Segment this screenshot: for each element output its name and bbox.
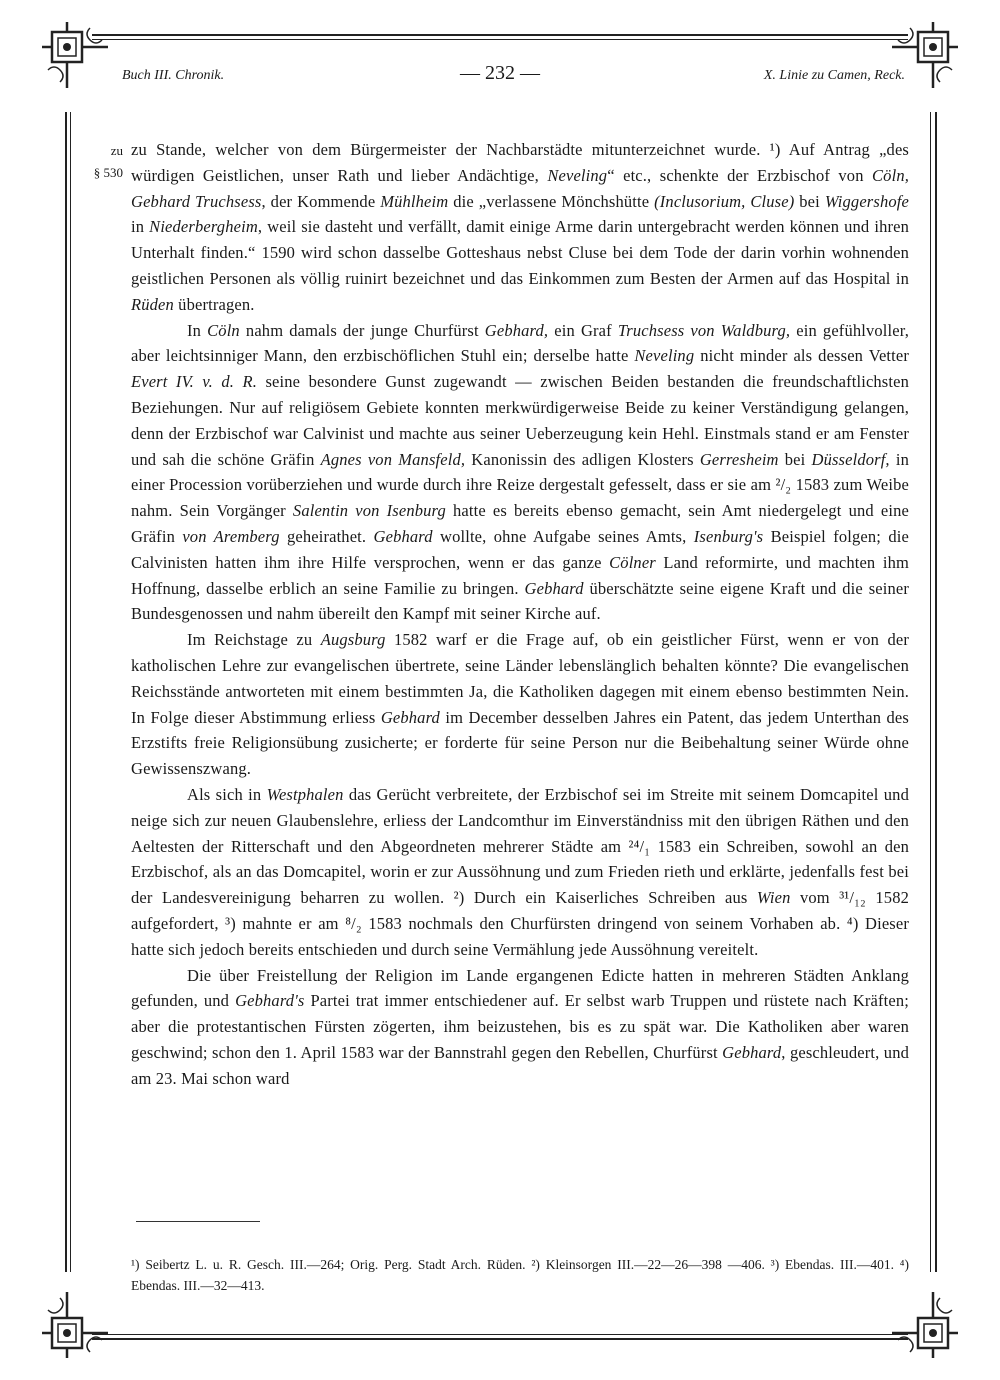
italic-run: Wiggershofe [824, 191, 909, 211]
frame-bottom-line [92, 1338, 908, 1340]
text-run: geheirathet. [279, 526, 374, 546]
italic-run: Westphalen [266, 784, 344, 804]
text-run: hatte es bereits ebenso gemacht, sein Amt niedergelegt und eine Gräfin [131, 501, 909, 546]
footnotes: ¹) Seibertz L. u. R. Gesch. III.—264; Orig. Perg. Stadt Arch. Rüden. ²) Kleinsorgen III.—22—26—398 —406. ³) Ebendas. III.—401. ⁴) Ebendas. III.—32—413. [131, 1257, 909, 1293]
text-run: vom ³¹/₁₂ 1582 aufgefordert, ³) mahnte er am ⁸/₂ 1583 nochmals den Churfürsten dringend von seinem Vorhaben ab. ⁴) Dieser hatte sich jedoch bereits entschieden und durch seine Vermählung jede Aussöhnung vereitelt. [131, 888, 909, 959]
text-run: überschätzte seine eigene Kraft und die seiner Bundesgenossen und nahm übereilt den Kampf mit seiner Kirche auf. [131, 578, 910, 624]
frame-left-line-inner [70, 112, 71, 1272]
text-run: Als sich in [187, 784, 267, 804]
margin-reference-line1: zu [110, 143, 123, 158]
italic-run: Rüden [131, 294, 174, 314]
italic-run: Gebhard [722, 1042, 782, 1062]
paragraph [131, 137, 909, 318]
italic-run: Neveling [547, 165, 608, 185]
main-text [131, 137, 909, 1091]
text-run: die „verlassene Mönchshütte [448, 191, 655, 211]
italic-run: Gebhard [524, 578, 584, 598]
text-run: ein gefühlvoller, aber leichtsinniger Mann, den erzbischöflichen Stuhl ein; derselbe hatte [131, 320, 909, 366]
italic-run: Mühlheim [380, 191, 449, 211]
italic-run: Isenburg's [693, 526, 764, 546]
text-run: Partei trat immer entschiedener auf. Er selbst warb Truppen und rüstete nach Kräften; aber die protestantischen Fürsten zögerten, ihm beizustehen, bis es zu spät war. Die Katholiken aber waren geschwind; schon den 1. April 1583 war der Bannstrahl gegen den Rebellen, Churfürst [131, 991, 909, 1062]
margin-reference-line2: § 530 [93, 165, 123, 180]
text-run: , weil sie dasteht und verfällt, damit einige Arme darin untergebracht werden können und ihren Unterhalt finden.“ 1590 wird schon dasselbe Gotteshaus nebst Cluse bei dem Tode der darin vorhin wohnenden geistlichen Personen als völlig ruinirt bezeichnet und das Einkommen zum Besten der Armen auf das Hospital in [131, 217, 909, 288]
text-run: zu Stande, welcher von dem Bürgermeister der Nachbarstädte mitunterzeichnet wurde. ¹) Auf Antrag „des würdigen Geistlichen, unser Rath und lieber Andächtige, [131, 140, 909, 185]
text-run: Die über Freistellung der Religion im Lande ergangenen Edicte hatten in mehreren Städten Anklang gefunden, und [131, 965, 909, 1011]
text-run: nicht minder als dessen Vetter [694, 346, 910, 366]
frame-bottom-line-inner [92, 1334, 908, 1335]
frame-left-line [65, 112, 67, 1272]
text-run: , geschleudert, und am 23. Mai schon ward [131, 1042, 909, 1088]
italic-run: Neveling [634, 346, 695, 366]
italic-run: von Aremberg [182, 526, 280, 546]
corner-ornament-bottom-left [40, 1290, 110, 1360]
italic-run: Agnes von Mansfeld, [320, 449, 466, 469]
text-run: Im Reichstage zu [187, 630, 321, 650]
text-run: “ etc., schenkte der Erzbischof von [607, 165, 873, 185]
italic-run: Gebhard [373, 526, 433, 546]
text-run: bei [794, 191, 825, 211]
text-run: seine besondere Gunst zugewandt — zwischen Beiden bestanden die freundschaftlichsten Beziehungen. Nur auf religiösem Gebiete konnten merkwürdigerweise Beide zu keiner Verständigung gelangen, denn der Erzbischof war Calvinist und machte aus seiner Ueberzeugung kein Hehl. Einstmals stand er am Fenster und sah die schöne Gräfin [131, 372, 909, 469]
italic-run: Cöln, Gebhard Truchsess [131, 165, 909, 211]
paragraph [131, 782, 909, 963]
text-run: wollte, ohne Aufgabe seines Amts, [432, 526, 694, 546]
italic-run: Cölner [609, 552, 656, 572]
italic-run: Evert IV. v. d. R. [131, 372, 258, 392]
margin-reference [77, 140, 123, 184]
text-run: Beispiel folgen; die Calvinisten hatten ihm ihre Hilfe versprochen, wenn er das ganze [131, 526, 909, 572]
italic-run: Salentin von Isenburg [292, 501, 446, 521]
text-run: in einer Procession vorüberziehen und wurde durch ihre Reize dergestalt gefesselt, dass er sie am ²/₂ 1583 zum Weibe nahm. Sein Vorgänger [131, 449, 909, 521]
page-number: — 232 — [460, 62, 540, 84]
italic-run: Gebhard, [484, 320, 549, 340]
text-run: ein Graf [548, 320, 618, 340]
italic-run: Düsseldorf, [811, 449, 890, 469]
italic-run: Augsburg [320, 630, 386, 650]
italic-run: Gebhard's [235, 991, 305, 1011]
header-book-title: Buch III. Chronik. [122, 68, 225, 83]
text-run: nahm damals der junge Churfürst [239, 320, 485, 340]
text-run: das Gerücht verbreitete, der Erzbischof sei im Streite mit seinem Domcapitel und neige sich zur neuen Glaubenslehre, erliess der Landcomthur im Einverständniss mit den übrigen Räthen und den Aeltesten der Ritterschaft und den Abgeordneten mehrerer Städte am ²⁴/₁ 1583 ein Schreiben, sowohl an den Erzbischof, als an das Domcapitel, worin er zur Aussöhnung und zum Frieden rieth und erklärte, jedenfalls fest bei der Landesvereinigung beharren zu wollen. ²) Durch ein Kaiserliches Schreiben aus [131, 784, 909, 908]
frame-top-line [92, 34, 908, 36]
paragraph [131, 318, 909, 628]
italic-run: Niederbergheim [149, 217, 258, 237]
text-run: in [131, 217, 150, 237]
corner-ornament-bottom-right [890, 1290, 960, 1360]
text-run: übertragen. [173, 294, 255, 314]
text-run: 1582 warf er die Frage auf, ob ein geistlicher Fürst, wenn er von der katholischen Lehre zur evangelischen übertrete, seine Länder lebenslänglich behalten könnte? Die evangelischen Reichsstände antworteten mit einem bestimmten Ja, die Katholiken dagegen mit einem ebenso bestimmten Nein. In Folge dieser Abstimmung erliess [131, 630, 909, 727]
italic-run: Gebhard [380, 707, 440, 727]
paragraph [131, 627, 909, 782]
header-section-title: X. Linie zu Camen, Reck. [763, 68, 905, 83]
text-run: , der Kommende [261, 191, 381, 211]
text-run: In [187, 320, 208, 340]
text-run: Kanonissin des adligen Klosters [465, 449, 700, 469]
text-run: im December desselben Jahres ein Patent, das jedem Unterthan des Erzstifts freie Religionsübung zusicherte; er forderte für seine Person nur die Beibehaltung seiner Würde ohne Gewissenszwang. [131, 707, 909, 779]
italic-run: Cöln [207, 320, 240, 340]
text-run: bei [778, 449, 812, 469]
frame-top-line-inner [92, 39, 908, 40]
frame-right-line [935, 112, 937, 1272]
frame-right-line-inner [930, 112, 931, 1272]
italic-run: Wien [756, 888, 791, 908]
text-run: Land reformirte, und machten ihm Hoffnung, dasselbe erblich an seine Familie zu bringen. [131, 552, 909, 598]
footnote-separator [136, 1221, 260, 1222]
italic-run: Truchsess von Waldburg, [617, 320, 791, 340]
italic-run: Gerresheim [699, 449, 779, 469]
paragraph [131, 963, 909, 1092]
italic-run: (Inclusorium, Cluse) [654, 191, 795, 211]
running-header [0, 62, 1000, 92]
